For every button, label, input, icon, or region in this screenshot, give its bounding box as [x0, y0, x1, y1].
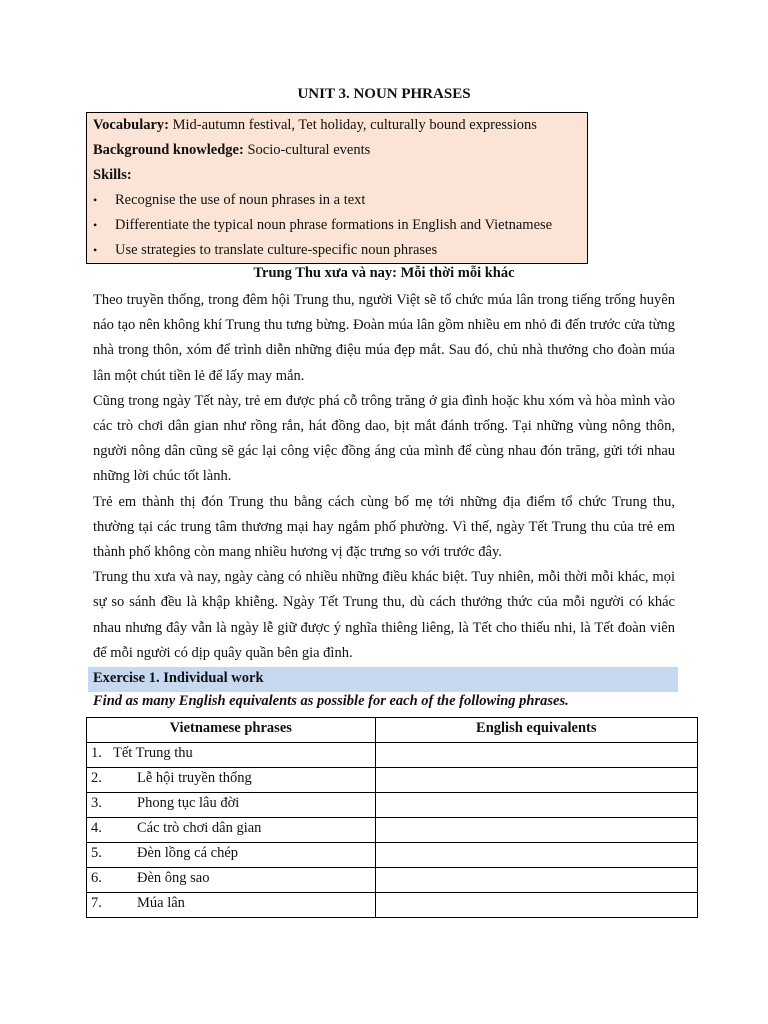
phrase-text: Múa lân	[137, 895, 185, 911]
bullet-icon: •	[93, 218, 98, 232]
phrase-text: Đèn ông sao	[137, 870, 210, 886]
paragraph: Theo truyền thống, trong đêm hội Trung thu, người Việt sẽ tổ chức múa lân trong tiếng trống huyên náo tạo nên không khí Trung thu tưng bừng. Đoàn múa lân gồm nhiều em nhỏ đi đến trước cửa từng nhà trong thôn, xóm để trình diễn những điệu múa đẹp mắt. Sau đó, chủ nhà thưởng cho đoàn múa lân một chút tiền lẻ để lấy may mắn.	[93, 292, 675, 384]
table-row	[87, 818, 698, 843]
exercise-header: Exercise 1. Individual work	[88, 667, 678, 692]
skill-item	[93, 215, 581, 240]
table-header-row	[87, 718, 698, 743]
column-header-vietnamese: Vietnamese phrases	[87, 718, 376, 743]
background-label: Background knowledge:	[93, 142, 244, 158]
background-line	[93, 140, 581, 165]
skill-item	[93, 190, 581, 215]
exercise-instruction: Find as many English equivalents as possible for each of the following phrases.	[93, 693, 569, 709]
vocabulary-text: Mid-autumn festival, Tet holiday, culturally bound expressions	[169, 117, 537, 133]
phrase-text: Tết Trung thu	[113, 745, 193, 761]
row-number: 4.	[91, 820, 102, 836]
skill-item	[93, 240, 581, 265]
row-number: 5.	[91, 845, 102, 861]
phrase-cell	[87, 893, 376, 918]
paragraph: Trẻ em thành thị đón Trung thu bằng cách cùng bố mẹ tới những địa điểm tổ chức Trung thu, thường tại các trung tâm thương mại hay ngắm phố phường. Vì thế, ngày Tết Trung thu của trẻ em thành phố không còn mang nhiều hương vị đặc trưng so với trước đây.	[93, 493, 675, 561]
row-number: 6.	[91, 870, 102, 886]
equivalent-cell[interactable]	[375, 743, 697, 768]
phrase-cell	[87, 743, 376, 768]
equivalent-cell[interactable]	[375, 843, 697, 868]
skills-line	[93, 165, 581, 190]
equivalent-cell[interactable]	[375, 893, 697, 918]
equivalent-cell[interactable]	[375, 768, 697, 793]
reading-passage	[93, 288, 675, 666]
skill-text: Recognise the use of noun phrases in a text	[115, 192, 366, 208]
column-header-english: English equivalents	[375, 718, 697, 743]
phrase-text: Lễ hội truyền thống	[137, 770, 252, 786]
row-number: 2.	[91, 770, 102, 786]
background-text: Socio-cultural events	[243, 142, 371, 158]
row-number: 1.	[91, 745, 102, 761]
table-row	[87, 843, 698, 868]
phrase-cell	[87, 843, 376, 868]
skills-label: Skills:	[93, 167, 132, 183]
phrase-text: Đèn lồng cá chép	[137, 845, 239, 861]
table-row	[87, 768, 698, 793]
equivalent-cell[interactable]	[375, 793, 697, 818]
phrase-cell	[87, 768, 376, 793]
skill-text: Use strategies to translate culture-specific noun phrases	[115, 242, 438, 258]
paragraph: Trung thu xưa và nay, ngày càng có nhiều những điều khác biệt. Tuy nhiên, mỗi thời mỗi khác, mọi sự so sánh đều là khập khiễng. Ngày Tết Trung thu, dù cách thưởng thức của mỗi người có khác nhau nhưng đây vẫn là ngày lễ giữ được ý nghĩa thiêng liêng, là Tết cho thiếu nhi, là Tết đoàn viên để mỗi người có dịp quây quần bên gia đình.	[93, 569, 675, 661]
phrase-cell	[87, 793, 376, 818]
skill-text: Differentiate the typical noun phrase formations in English and Vietnamese	[115, 217, 553, 233]
bullet-icon: •	[93, 193, 98, 207]
phrases-table	[86, 717, 698, 918]
table-row	[87, 743, 698, 768]
equivalent-cell[interactable]	[375, 818, 697, 843]
table-row	[87, 893, 698, 918]
paragraph: Cũng trong ngày Tết này, trẻ em được phá cỗ trông trăng ở gia đình hoặc khu xóm và hòa mình vào các trò chơi dân gian như rồng rắn, hát đồng dao, bịt mắt đánh trống. Tại những vùng nông thôn, người nông dân cũng sẽ gác lại công việc đồng áng của mình để cùng nhau đón trăng, gửi tới nhau những lời chúc tốt lành.	[93, 392, 675, 485]
phrase-text: Các trò chơi dân gian	[137, 820, 262, 836]
vocabulary-line	[93, 115, 581, 140]
table-row	[87, 868, 698, 893]
row-number: 3.	[91, 795, 102, 811]
unit-title: UNIT 3. NOUN PHRASES	[297, 86, 471, 102]
equivalent-cell[interactable]	[375, 868, 697, 893]
vocabulary-label: Vocabulary:	[93, 117, 169, 133]
reading-title: Trung Thu xưa và nay: Mỗi thời mỗi khác	[253, 265, 515, 281]
phrase-cell	[87, 818, 376, 843]
row-number: 7.	[91, 895, 102, 911]
phrase-text: Phong tục lâu đời	[137, 795, 240, 811]
objectives-box	[86, 112, 588, 264]
phrase-cell	[87, 868, 376, 893]
bullet-icon: •	[93, 243, 98, 257]
table-row	[87, 793, 698, 818]
